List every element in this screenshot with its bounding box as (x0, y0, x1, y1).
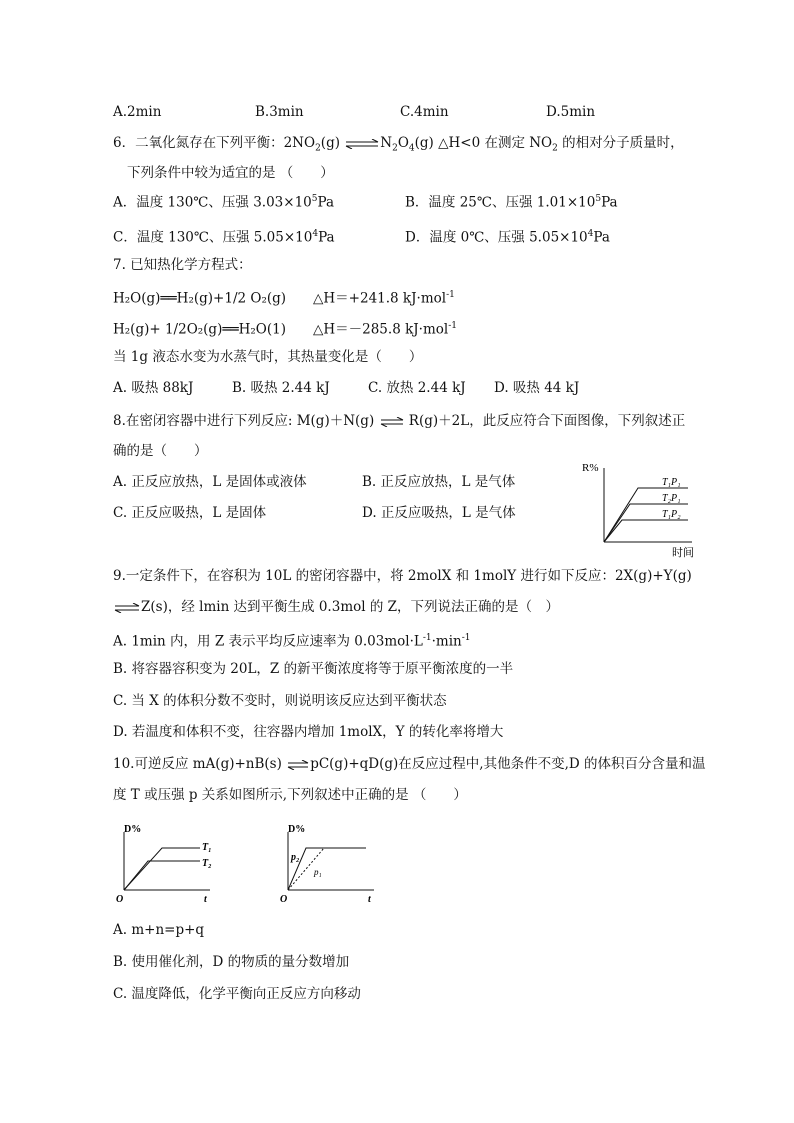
q10-curve-t1 (124, 848, 200, 890)
q9-stem-line1: 9.一定条件下，在容积为 10L 的密闭容器中，将 2molX 和 1molY 进行如下反应：2X(g)+Y(g) (113, 568, 692, 584)
q7-option-d: D. 吸热 44 kJ (494, 380, 580, 396)
q10-graph2-origin: O (280, 894, 288, 905)
q8-stem-line1: 8.在密闭容器中进行下列反应: M(g)＋N(g) R(g)＋2L，此反应符合下面图像，下列叙述正 (113, 413, 686, 429)
q5-option-c: C.4min (400, 104, 449, 120)
q8-graph-xlabel: 时间 (672, 547, 694, 558)
q10-graph1-xlabel: t (204, 894, 207, 905)
q10-stem-line1: 10.可逆反应 mA(g)+nB(s) pC(g)+qD(g)在反应过程中,其他条件不变,D 的体积百分含量和温 (113, 756, 706, 772)
q10-stem-line2: 度 T 或压强 p 关系如图所示,下列叙述中正确的是 （ ） (113, 787, 467, 803)
q7-option-c: C. 放热 2.44 kJ (368, 380, 466, 396)
q8-label-t2p1: T₂P₁ (662, 493, 681, 504)
q5-option-b: B.3min (255, 104, 304, 120)
q7-option-b: B. 吸热 2.44 kJ (232, 380, 330, 396)
q10-option-a: A. m+n=p+q (113, 922, 205, 938)
q5-option-a: A.2min (113, 104, 162, 120)
q10-label-p1: p₁ (314, 867, 322, 877)
q8-label-t1p1: T₁P₁ (662, 477, 681, 488)
q8-option-b: B. 正反应放热，L 是气体 (362, 474, 516, 490)
q10-curve-p2 (288, 848, 366, 890)
q8-label-t1p2: T₁P₂ (662, 509, 681, 520)
q6-option-a: A．温度 130℃、压强 $3.03\times 10^5Pa$ (113, 194, 335, 211)
q9-stem-line2: Z(s)，经 lmin 达到平衡生成 0.3mol 的 Z，下列说法正确的是（ ） (113, 597, 559, 617)
q8-graph-ylabel: R% (582, 462, 599, 474)
equilibrium-arrow-icon (286, 760, 310, 770)
q7-stem: 7. 已知热化学方程式： (113, 257, 252, 273)
q7-equation-2: H₂(g)+ 1/2O₂(g)══H₂O(1) △H＝－285.8 kJ·mol$^{-1}$ (113, 321, 457, 338)
equilibrium-arrow-icon (379, 417, 405, 427)
equilibrium-arrow-icon (344, 139, 380, 149)
q7-option-a: A. 吸热 88kJ (113, 380, 194, 396)
q10-label-t2: T₂ (202, 858, 212, 869)
q6-option-c: C．温度 130℃、压强 $5.05\times 10^4Pa$ (113, 229, 335, 246)
q8-option-a: A. 正反应放热，L 是固体或液体 (113, 474, 307, 490)
q10-label-t1: T₁ (202, 842, 212, 853)
q7-equation-1: H₂O(g)══H₂(g)+1/2 O₂(g) △H＝+241.8 kJ·mol$^{-1}$ (113, 290, 455, 307)
q10-option-b: B. 使用催化剂，D 的物质的量分数增加 (113, 954, 350, 970)
q10-graph2-xlabel: t (368, 894, 371, 905)
q9-option-b: B. 将容器容积变为 20L，Z 的新平衡浓度将等于原平衡浓度的一半 (113, 661, 514, 677)
q8-graph (580, 458, 700, 558)
q10-curve-t2 (124, 861, 200, 890)
q9-option-c: C. 当 X 的体积分数不变时，则说明该反应达到平衡状态 (113, 693, 447, 709)
q5-option-d: D.5min (546, 104, 596, 120)
q6-stem-line2: 下列条件中较为适宜的是 （ ） (127, 165, 334, 181)
q10-option-c: C. 温度降低，化学平衡向正反应方向移动 (113, 986, 361, 1002)
q10-graph1-origin: O (116, 894, 124, 905)
q10-label-p2: p₂ (291, 852, 300, 863)
q9-option-a: A. 1min 内，用 Z 表示平均反应速率为 $0.03mol\cdot L^{-1}\cdot\min^{-1}$ (113, 633, 471, 650)
q10-graph2-ylabel: D% (288, 824, 306, 835)
q6-option-d: D．温度 0℃、压强 $5.05\times 10^4Pa$ (405, 229, 610, 246)
q10-graph1-ylabel: D% (124, 824, 142, 835)
q7-question: 当 1g 液态水变为水蒸气时，其热量变化是（ ） (113, 349, 423, 365)
equilibrium-arrow-icon (113, 603, 141, 613)
q6-stem-line1: 6．二氧化氮存在下列平衡：$2NO_2(g)$ $N_2O_4(g)$ △H<0 在测定 $NO_2$ 的相对分子质量时， (113, 135, 684, 154)
q8-stem-line2: 确的是（ ） (113, 443, 208, 459)
q8-option-d: D. 正反应吸热，L 是气体 (362, 505, 516, 521)
q8-option-c: C. 正反应吸热，L 是固体 (113, 505, 267, 521)
q10-graph-pressure (272, 818, 382, 908)
q6-option-b: B．温度 25℃、压强 $1.01\times 10^5Pa$ (405, 194, 618, 211)
q9-option-d: D. 若温度和体积不变，往容器内增加 1molX，Y 的转化率将增大 (113, 724, 504, 740)
q10-graph-temperature (108, 818, 218, 908)
